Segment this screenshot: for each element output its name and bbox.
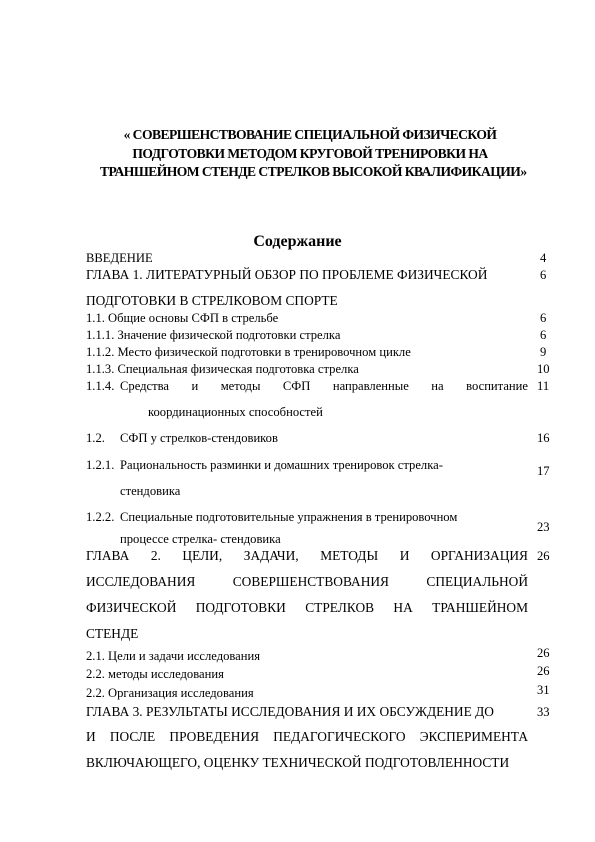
title-line: « СОВЕРШЕНСТВОВАНИЕ СПЕЦИАЛЬНОЙ ФИЗИЧЕСКОЙ bbox=[123, 127, 497, 142]
toc-entry-number: 1.2.2. bbox=[86, 510, 115, 524]
toc-entry-2-2-organization: 2.2. Организация исследования bbox=[86, 686, 254, 700]
toc-entry-2-1: 2.1. Цели и задачи исследования bbox=[86, 649, 261, 663]
title-line: ТРАНШЕЙНОМ СТЕНДЕ СТРЕЛКОВ ВЫСОКОЙ КВАЛИФИКАЦИИ» bbox=[100, 164, 527, 179]
toc-page-number: 23 bbox=[537, 520, 550, 534]
toc-entry-1-1-3: 1.1.3. Специальная физическая подготовка стрелка bbox=[86, 362, 359, 376]
toc-entry-number: 1.2.1. bbox=[86, 458, 115, 472]
toc-page-number: 6 bbox=[540, 328, 547, 342]
toc-page-number: 31 bbox=[537, 683, 550, 697]
toc-chapter-1-line1: ГЛАВА 1. ЛИТЕРАТУРНЫЙ ОБЗОР ПО ПРОБЛЕМЕ ФИЗИЧЕСКОЙ bbox=[86, 267, 488, 282]
toc-page-number: 26 bbox=[537, 664, 550, 678]
toc-page-number: 10 bbox=[537, 362, 550, 376]
toc-page-number: 9 bbox=[540, 345, 547, 359]
toc-entry-1-2-1-line1: Рациональность разминки и домашних тренировок стрелка- bbox=[120, 458, 443, 472]
toc-page-number: 6 bbox=[540, 268, 547, 282]
toc-entry-1-1-1: 1.1.1. Значение физической подготовки стрелка bbox=[86, 328, 341, 342]
toc-chapter-2-line1: ГЛАВА 2. ЦЕЛИ, ЗАДАЧИ, МЕТОДЫ И ОРГАНИЗАЦИЯ bbox=[86, 548, 528, 563]
toc-chapter-3-line3: ВКЛЮЧАЮЩЕГО, ОЦЕНКУ ТЕХНИЧЕСКОЙ ПОДГОТОВЛЕННОСТИ bbox=[86, 755, 510, 770]
toc-entry-1-1-2: 1.1.2. Место физической подготовки в тренировочном цикле bbox=[86, 345, 411, 359]
toc-page-number: 11 bbox=[537, 379, 550, 393]
toc-page-number: 33 bbox=[537, 705, 550, 719]
toc-chapter-2-line3: ФИЗИЧЕСКОЙ ПОДГОТОВКИ СТРЕЛКОВ НА ТРАНШЕЙНОМ bbox=[86, 600, 528, 615]
toc-chapter-2-line4: СТЕНДЕ bbox=[86, 626, 139, 641]
toc-chapter-1-line2: ПОДГОТОВКИ В СТРЕЛКОВОМ СПОРТЕ bbox=[86, 293, 338, 308]
toc-entry-1-2-2-line2: процессе стрелка- стендовика bbox=[120, 532, 281, 546]
toc-entry-1-2-1-line2: стендовика bbox=[120, 484, 181, 498]
toc-entry-1-2-2-line1: Специальные подготовительные упражнения в тренировочном bbox=[120, 510, 458, 524]
toc-chapter-3-line2: И ПОСЛЕ ПРОВЕДЕНИЯ ПЕДАГОГИЧЕСКОГО ЭКСПЕРИМЕНТА bbox=[86, 729, 528, 744]
toc-page-number: 6 bbox=[540, 311, 547, 325]
toc-entry-1-1: 1.1. Общие основы СФП в стрельбе bbox=[86, 311, 279, 325]
contents-heading: Содержание bbox=[253, 233, 342, 250]
toc-page-number: 4 bbox=[540, 251, 547, 265]
toc-entry-1-2: СФП у стрелков-стендовиков bbox=[120, 431, 278, 445]
toc-page-number: 26 bbox=[537, 646, 550, 660]
toc-chapter-2-line2: ИССЛЕДОВАНИЯ СОВЕРШЕНСТВОВАНИЯ СПЕЦИАЛЬНОЙ bbox=[86, 574, 528, 589]
toc-page-number: 16 bbox=[537, 431, 550, 445]
toc-entry-2-2-methods: 2.2. методы исследования bbox=[86, 667, 224, 681]
toc-entry-1-1-4-line2: координационных способностей bbox=[148, 405, 323, 419]
toc-entry-1-1-4-line1: Средства и методы СФП направленные на воспитание bbox=[120, 379, 528, 393]
toc-page-number: 17 bbox=[537, 464, 550, 478]
document-title bbox=[100, 126, 527, 182]
toc-entry-intro: ВВЕДЕНИЕ bbox=[86, 251, 153, 265]
toc-chapter-3-line1: ГЛАВА 3. РЕЗУЛЬТАТЫ ИССЛЕДОВАНИЯ И ИХ ОБСУЖДЕНИЕ ДО bbox=[86, 704, 494, 719]
toc-entry-number: 1.2. bbox=[86, 431, 105, 445]
toc-page-number: 26 bbox=[537, 549, 550, 563]
title-line: ПОДГОТОВКИ МЕТОДОМ КРУГОВОЙ ТРЕНИРОВКИ НА bbox=[132, 145, 488, 161]
toc-entry-number: 1.1.4. bbox=[86, 379, 115, 393]
